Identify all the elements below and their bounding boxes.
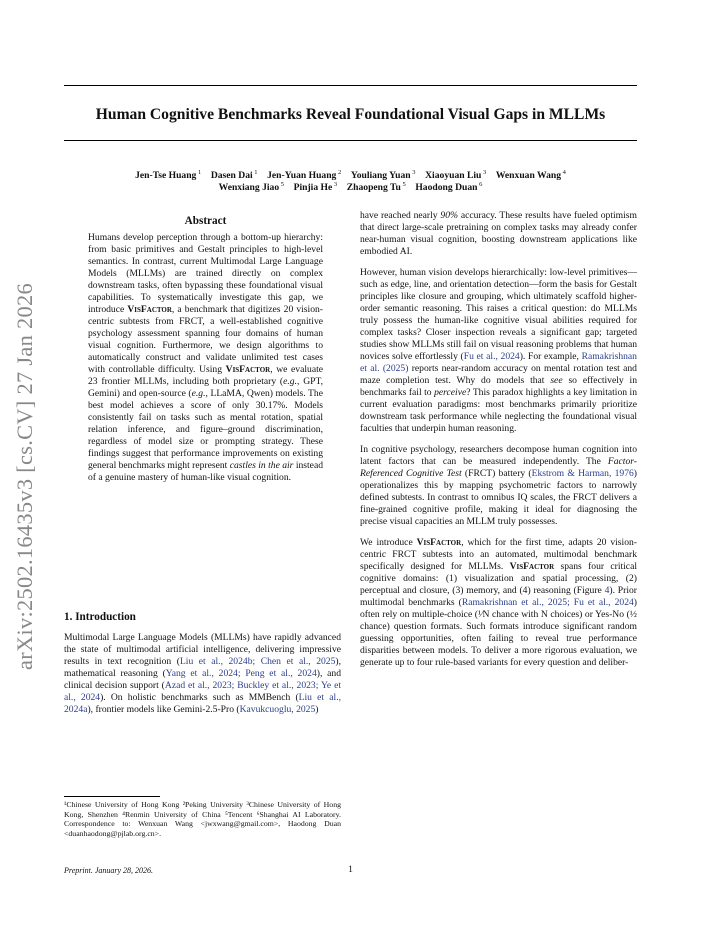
preprint-note: Preprint. January 28, 2026. — [64, 866, 154, 875]
affiliation-marker: 6 — [477, 181, 483, 188]
author-name: Wenxuan Wang — [495, 170, 562, 182]
author-name: Wenxiang Jiao — [218, 182, 280, 194]
author-name: Youliang Yuan — [350, 170, 411, 182]
arxiv-identifier[interactable]: arXiv:2502.16435v3 [cs.CV] 27 Jan 2026 — [12, 282, 37, 670]
author-name: Zhaopeng Tu — [346, 182, 401, 194]
affiliation-marker: 3 — [410, 169, 416, 176]
citation-link[interactable]: Liu et al., 2024b; Chen et al., 2025 — [179, 656, 336, 667]
citation-link[interactable]: Fu et al., 2024 — [463, 351, 520, 362]
figure-link[interactable]: 4 — [604, 585, 610, 596]
introduction-heading: 1. Introduction — [64, 611, 136, 623]
affiliation-marker: 1 — [252, 169, 258, 176]
affiliation-marker: 3 — [481, 169, 487, 176]
page-number: 1 — [348, 864, 353, 875]
footnote-rule — [64, 796, 160, 797]
right-paragraph-2: However, human vision develops hierarchically: low-level primitives—such as edge, line, and orientation detection—form the basis for Gestalt principles like closure and grouping, which ultimately scaffold higher-order semantic reasoning. This raises a critical question: do MLLMs truly possess the human-like cognitive visual abilities required for complex tasks? Closer inspection reveals a significant gap; targeted studies show MLLMs still fail on visual reasoning problems that human novices solve effortlessly (Fu et al., 2024). For example, Ramakrishnan et al. (2025) reports near-random accuracy on mental rotation test and maze completion test. Why do models that see so effectively in benchmarks fail to perceive? This paradox highlights a key limitation in current evaluation paradigms: most benchmarks primarily prioritize downstream task performance while neglecting the foundational visual faculties that underpin human reasoning. — [360, 267, 638, 434]
affiliation-marker: 3 — [332, 181, 338, 188]
citation-link[interactable]: Yang et al., 2024; Peng et al., 2024 — [165, 668, 317, 679]
citation-link[interactable]: Liu et al., 2024a — [64, 692, 341, 715]
right-paragraph-3: In cognitive psychology, researchers decompose human cognition into latent factors that can be measured independently. The Factor-Referenced Cognitive Test (FRCT) battery (Ekstrom & Harman, 1976) operationalizes this by mapping psychometric factors to narrowly defined subtests. In contrast to omnibus IQ scales, the FRCT delivers a fine-grained cognitive profile, making it ideal for diagnosing the precise visual capacities an MLLM truly possesses. — [360, 444, 637, 527]
author-name: Dasen Dai — [210, 170, 253, 182]
author-name: Haodong Duan — [415, 182, 478, 194]
abstract-heading: Abstract — [184, 215, 227, 227]
abstract-text: Humans develop perception through a bottom-up hierarchy: from basic primitives and Gestalt principles to high-level semantics. In contrast, current Multimodal Large Language Models (MLLMs) are trained directly on complex downstream tasks, often bypassing these foundational visual capabilities. To systematically investigate this gap, we introduce VisFactor, a benchmark that digitizes 20 vision-centric subtests from FRCT, a well-established cognitive psychology assessment spanning four domains of human visual cognition. Furthermore, we design algorithms to automatically construct and validate unlimited test cases with controllable difficulty. Using VisFactor, we evaluate 23 frontier MLLMs, including both proprietary (e.g., GPT, Gemini) and open-source (e.g., LLaMA, Qwen) models. The best model achieves a score of only 30.17%. Models consistently fail on tasks such as mental rotation, spatial relation inference, and figure–ground discrimination, regardless of model size or prompting strategy. These findings suggest that performance improvements on existing general benchmarks might represent castles in the air instead of a genuine mastery of human-like visual cognition. — [88, 232, 324, 483]
introduction-column — [64, 610, 341, 716]
authors-line-2 — [64, 179, 637, 194]
affiliation-marker: 5 — [400, 181, 406, 188]
title-rule — [64, 140, 637, 141]
affiliation-marker: 1 — [196, 169, 202, 176]
affiliation-marker: 2 — [336, 169, 342, 176]
affiliation-marker: 5 — [279, 181, 285, 188]
top-rule — [64, 85, 637, 86]
citation-link[interactable]: Ekstrom & Harman, 1976 — [531, 468, 634, 479]
right-paragraph-4: We introduce VisFactor, which for the first time, adapts 20 vision-centric FRCT subtests into an automated, multimodal benchmark specifically designed for MLLMs. VisFactor spans four critical cognitive domains: (1) visualization and spatial processing, (2) perceptual and closure, (3) memory, and (4) reasoning (Figure 4). Prior multimodal benchmarks (Ramakrishnan et al., 2025; Fu et al., 2024) often rely on multiple-choice (¹⁄N chance with N choices) or Yes-No (½ chance) question formats. Such formats introduce significant random guessing opportunities, often failing to reveal true performance disparities between models. To deliver a more rigorous evaluation, we generate up to four rule-based variants for every question and deliber- — [360, 537, 637, 668]
author-name: Jen-Tse Huang — [135, 170, 197, 182]
right-paragraph-1: have reached nearly 90% accuracy. These results have fueled optimism that direct large-scale pretraining on complex tasks may already confer near-human visual cognition, boosting downstream applications like embodied AI. — [360, 210, 637, 257]
citation-link[interactable]: Ramakrishnan et al., 2025; Fu et al., 2024 — [461, 597, 634, 608]
right-column — [360, 210, 637, 678]
citation-link[interactable]: Azad et al., 2023; Buckley et al., 2023; Ye et al., 2024 — [64, 680, 341, 703]
intro-paragraph: Multimodal Large Language Models (MLLMs) have rapidly advanced the state of multimodal artificial intelligence, delivering impressive results in text recognition (Liu et al., 2024b; Chen et al., 2025), mathematical reasoning (Yang et al., 2024; Peng et al., 2024), and clinical decision support (Azad et al., 2023; Buckley et al., 2023; Ye et al., 2024). On holistic benchmarks such as MMBench (Liu et al., 2024a), frontier models like Gemini-2.5-Pro (Kavukcuoglu, 2025) — [64, 632, 341, 715]
citation-link[interactable]: Kavukcuoglu, 2025 — [239, 704, 316, 715]
affiliation-marker: 4 — [561, 169, 566, 176]
author-name: Xiaoyuan Liu — [425, 170, 482, 182]
paper-title: Human Cognitive Benchmarks Reveal Foundational Visual Gaps in MLLMs — [95, 106, 606, 123]
author-name: Pinjia He — [293, 182, 333, 194]
abstract-column — [88, 214, 323, 493]
affiliations-footnote: ¹Chinese University of Hong Kong ²Peking University ³Chinese University of Hong Kong, Shenzhen ⁴Renmin University of China ⁵Tencent ⁶Shanghai AI Laboratory. Correspondence to: Wenxuan Wang <jwxwang@gmail.com>, Haodong Duan <duanhaodong@pjlab.org.cn>. — [64, 800, 341, 838]
author-name: Jen-Yuan Huang — [267, 170, 337, 182]
citation-link[interactable]: Ramakrishnan et al. (2025) — [360, 351, 637, 374]
